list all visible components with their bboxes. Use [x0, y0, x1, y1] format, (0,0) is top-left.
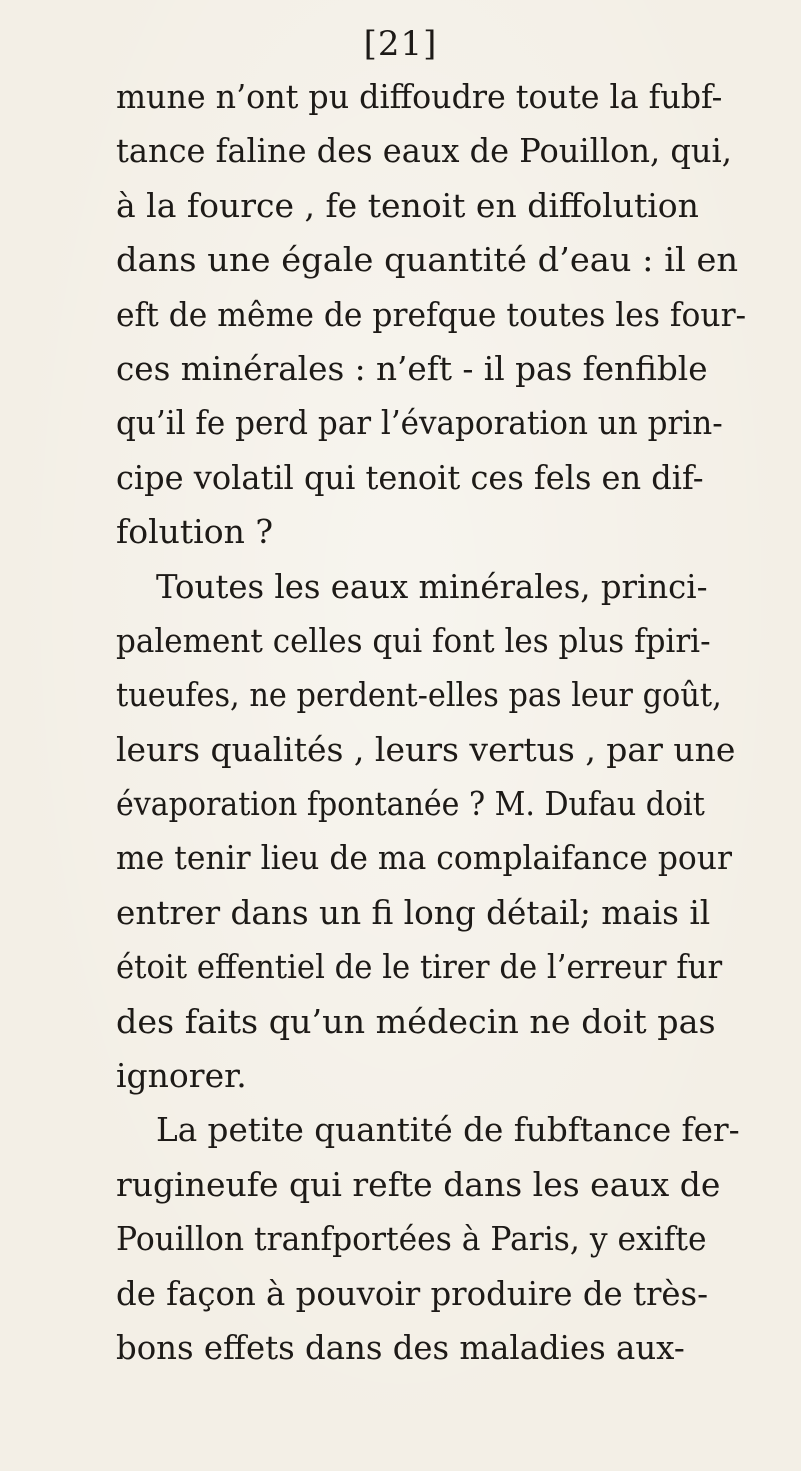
text-line: de façon à pouvoir produire de très- [116, 1273, 709, 1313]
text-line: cipe volatil qui tenoit ces fels en dif- [116, 457, 704, 497]
text-line: à la fource , fe tenoit en diffolution [116, 185, 699, 225]
text-line: Toutes les eaux minérales, princi- [156, 566, 708, 606]
body-text [0, 70, 801, 1375]
text-line: folution ? [116, 512, 274, 552]
text-line: des faits qu’un médecin ne doit pas [116, 1001, 716, 1041]
text-line: leurs qualités , leurs vertus , par une [116, 729, 736, 769]
page-number: [21] [363, 24, 438, 64]
text-line: ignorer. [116, 1056, 247, 1096]
text-line: entrer dans un fi long détail; mais il [116, 892, 711, 932]
text-line: évaporation fpontanée ? M. Dufau doit [116, 784, 705, 824]
text-line: tueufes, ne perdent-elles pas leur goût, [116, 675, 722, 715]
text-line: eft de même de prefque toutes les four- [116, 294, 747, 334]
text-line: étoit effentiel de le tirer de l’erreur fur [116, 947, 723, 987]
text-line: mune n’ont pu diffoudre toute la fubf- [116, 77, 723, 116]
text-line: rugineufe qui refte dans les eaux de [116, 1164, 721, 1204]
text-line: La petite quantité de fubftance fer- [156, 1110, 740, 1150]
text-line: me tenir lieu de ma complaifance pour [116, 838, 732, 878]
text-line: bons effets dans des maladies aux- [116, 1327, 685, 1367]
text-line: palement celles qui font les plus fpiri- [116, 620, 711, 660]
text-line: Pouillon tranfportées à Paris, y exifte [116, 1219, 707, 1259]
text-line: qu’il fe perd par l’évaporation un prin- [116, 403, 723, 443]
text-line: tance faline des eaux de Pouillon, qui, [116, 131, 732, 171]
text-line: ces minérales : n’eft - il pas fenfible [116, 348, 708, 388]
text-line: dans une égale quantité d’eau : il en [116, 240, 739, 280]
